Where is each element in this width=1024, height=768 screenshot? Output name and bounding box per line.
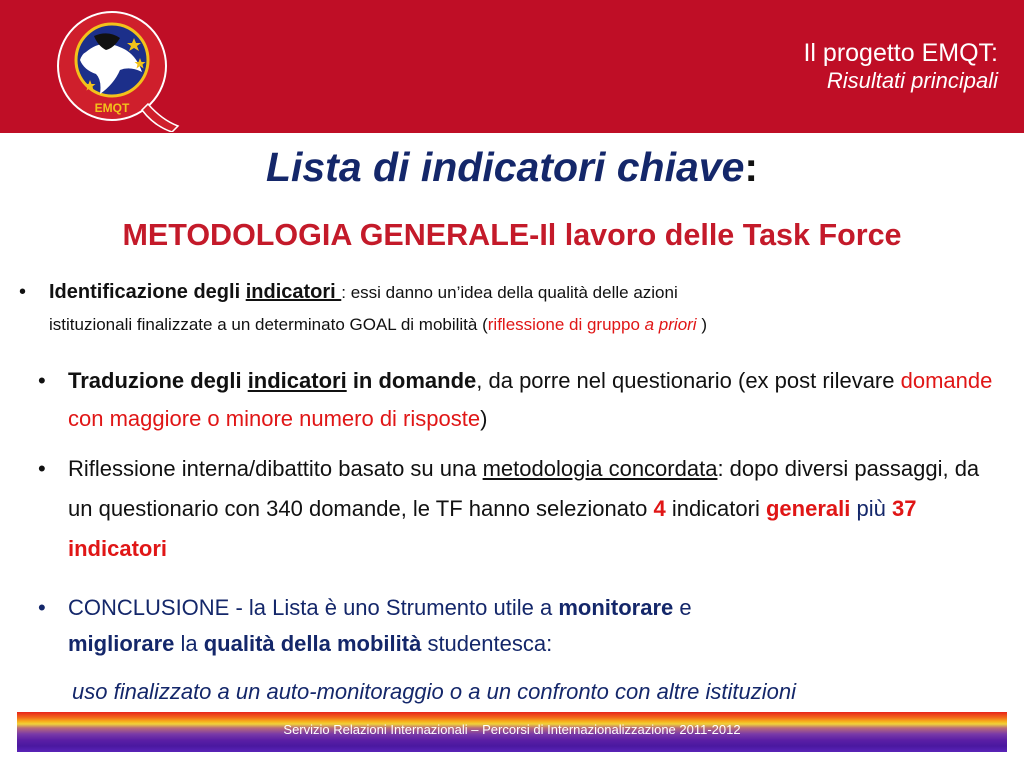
slide-title [0,141,1024,193]
bullet-underlined: metodologia concordata [482,456,718,481]
bullet-conclusione [38,590,998,662]
bullet-marker: • [38,456,46,481]
bullet-text-piu: più [850,496,892,521]
slide-title-colon: : [744,144,759,190]
bullet-bold-monitorare: monitorare [558,595,674,620]
bullet-highlight-red-italic: a priori [644,315,697,334]
conclusion-italic-line: uso finalizzato a un auto-monitoraggio o a un confronto con altre istituzioni [72,679,796,704]
bullet-text: Riflessione interna/dibattito basato su una [68,456,483,481]
slide-subtitle: METODOLOGIA GENERALE-Il lavoro delle Task Force [122,218,902,252]
logo-emqt-text: EMQT [94,101,130,115]
bullet-highlight-red: domande con maggiore o minore numero di risposte [68,368,993,431]
bullet-text-end: ) [480,406,488,431]
bullet-riflessione [38,449,998,569]
bullet-traduzione [38,362,998,438]
bullet-count-4: 4 [653,496,666,521]
bullet-bold-text-2: in domande [346,368,477,393]
bullet-marker: • [19,281,27,303]
bullet-lead [49,281,341,303]
header-title: Il progetto EMQT: [803,39,998,67]
bullet-lead-underlined: indicatori [245,281,342,303]
header-subtitle: Risultati principali [826,68,998,93]
footer-band [17,712,1007,752]
bullet-marker: • [38,595,46,620]
bullet-text-2: : dopo diversi passaggi, da un questionario con 340 domande, le TF hanno selezionato [68,456,980,521]
slide-title-text: Lista di indicatori chiave [265,144,745,190]
bullet-bold-migliorare: migliorare [68,631,175,656]
bullet-bold-underlined: indicatori [247,368,347,393]
bullet-text-line2: istituzionali finalizzate a un determinato GOAL di mobilità ( [49,315,488,334]
bullet-text: : essi danno un’idea della qualità delle azioni [341,283,678,302]
bullet-identificazione [19,276,1019,341]
header-title-block [803,38,998,94]
bullet-highlight-generali: generali [765,496,851,521]
bullet-highlight-red: riflessione di gruppo [487,315,645,334]
bullet-text: CONCLUSIONE - la Lista è uno Strumento utile a [68,595,559,620]
bullet-text-2: e [673,595,692,620]
bullet-bold-qualita: qualità della mobilità [203,631,422,656]
bullet-bold-text: Traduzione degli [68,368,248,393]
emqt-logo-icon [50,8,182,132]
bullet-text-3: la [174,631,204,656]
bullet-text-end: ) [696,315,707,334]
bullet-highlight-37: 37 indicatori [68,496,917,561]
bullet-marker: • [38,368,46,393]
bullet-text-4: studentesca: [421,631,553,656]
footer-text: Servizio Relazioni Internazionali – Percorsi di Internazionalizzazione 2011-2012 [283,722,741,737]
bullet-text: , da porre nel questionario (ex post rilevare [476,368,901,393]
bullet-lead-text: Identificazione degli [49,281,246,303]
bullet-text-3: indicatori [665,496,766,521]
